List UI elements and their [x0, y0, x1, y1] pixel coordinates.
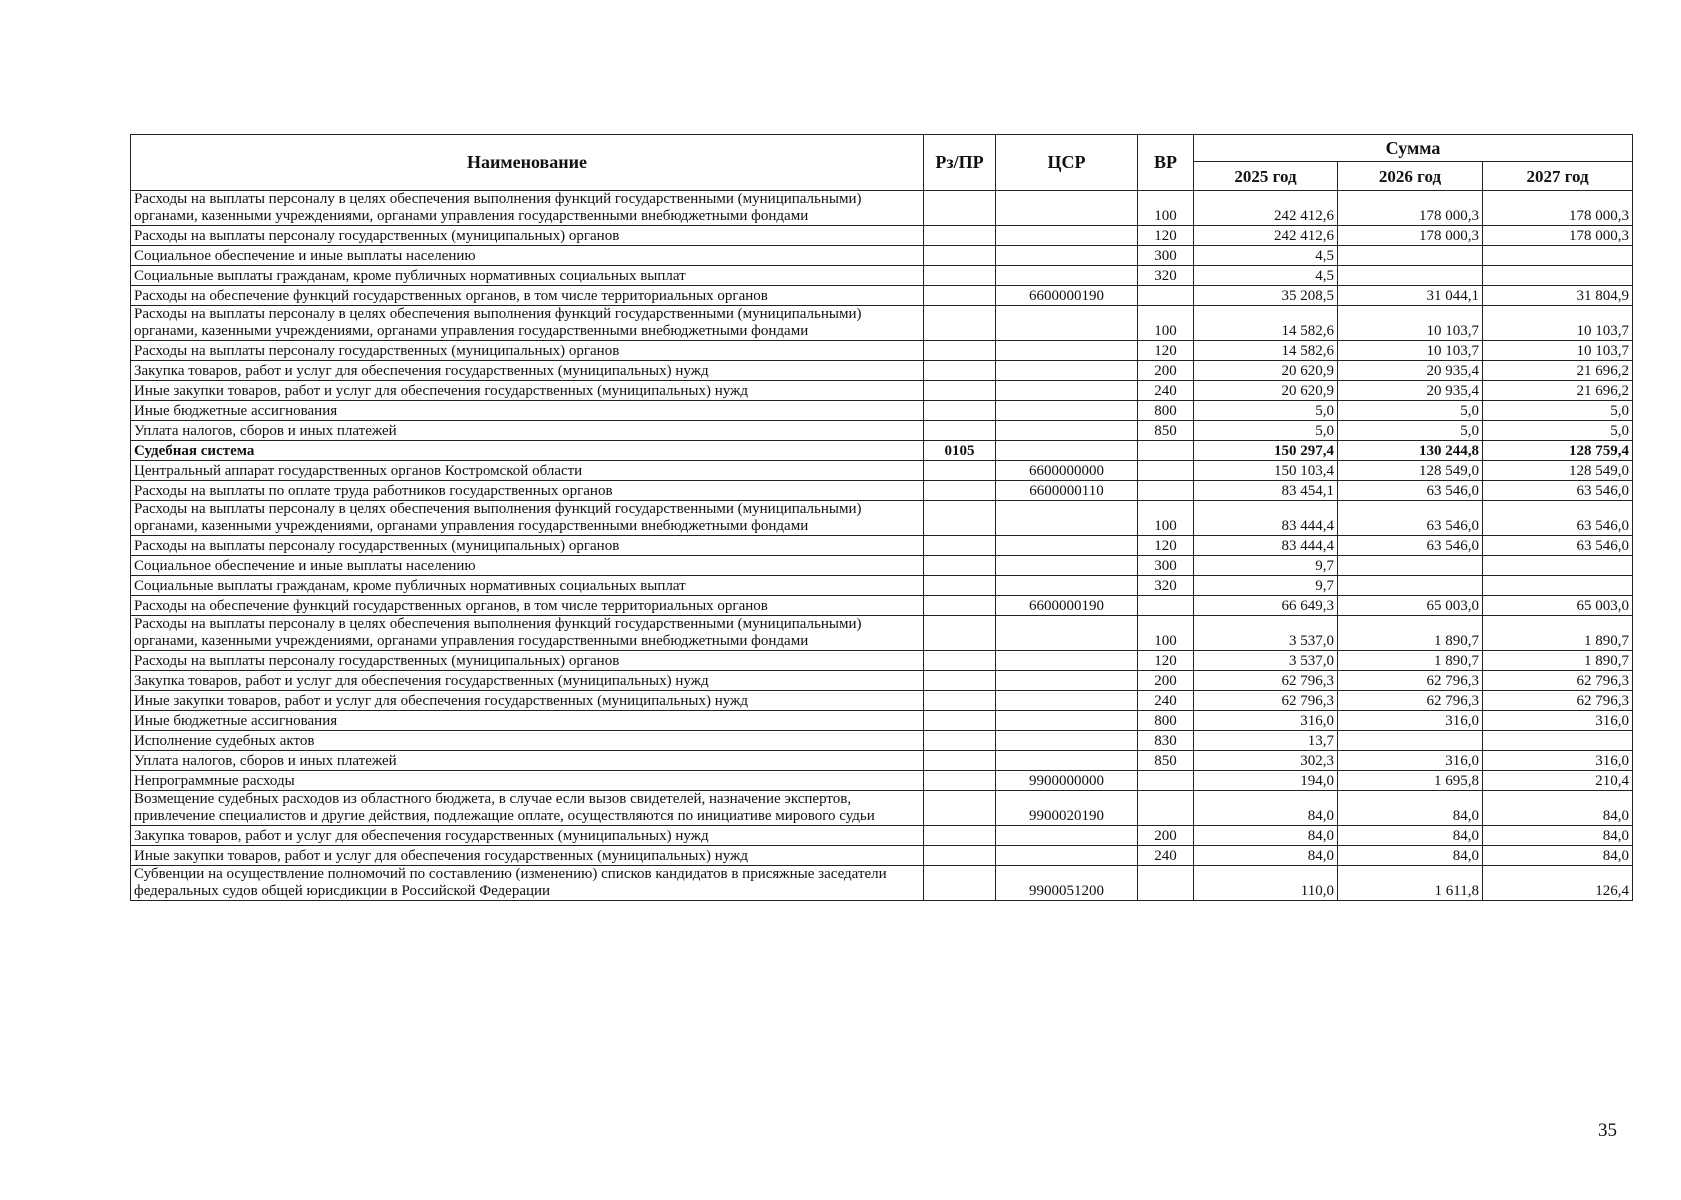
- cell-2025: 5,0: [1194, 421, 1338, 441]
- cell-2025: 150 297,4: [1194, 441, 1338, 461]
- cell-csr: [996, 401, 1138, 421]
- cell-2027: 65 003,0: [1483, 596, 1633, 616]
- cell-2027: 63 546,0: [1483, 501, 1633, 536]
- cell-name: Расходы на обеспечение функций государственных органов, в том числе территориальных органов: [131, 596, 924, 616]
- cell-csr: [996, 501, 1138, 536]
- table-row: [131, 731, 1633, 751]
- cell-vr: 200: [1138, 361, 1194, 381]
- cell-2026: 84,0: [1338, 846, 1483, 866]
- cell-2027: [1483, 576, 1633, 596]
- cell-csr: [996, 306, 1138, 341]
- cell-csr: [996, 731, 1138, 751]
- cell-2025: 4,5: [1194, 246, 1338, 266]
- cell-csr: 6600000190: [996, 286, 1138, 306]
- cell-2026: 316,0: [1338, 711, 1483, 731]
- cell-2026: 5,0: [1338, 401, 1483, 421]
- cell-rzpr: [924, 791, 996, 826]
- cell-2027: 62 796,3: [1483, 691, 1633, 711]
- cell-rzpr: [924, 671, 996, 691]
- cell-2027: 84,0: [1483, 846, 1633, 866]
- cell-2025: 35 208,5: [1194, 286, 1338, 306]
- cell-csr: [996, 381, 1138, 401]
- cell-csr: [996, 246, 1138, 266]
- cell-name: Расходы на выплаты персоналу государственных (муниципальных) органов: [131, 651, 924, 671]
- cell-2025: 3 537,0: [1194, 616, 1338, 651]
- cell-rzpr: [924, 616, 996, 651]
- cell-csr: 9900000000: [996, 771, 1138, 791]
- cell-2027: 21 696,2: [1483, 361, 1633, 381]
- cell-vr: 850: [1138, 751, 1194, 771]
- cell-2025: 13,7: [1194, 731, 1338, 751]
- cell-2027: [1483, 731, 1633, 751]
- cell-2026: 10 103,7: [1338, 306, 1483, 341]
- cell-name: Судебная система: [131, 441, 924, 461]
- cell-2026: 1 890,7: [1338, 616, 1483, 651]
- cell-csr: 6600000110: [996, 481, 1138, 501]
- cell-2026: 62 796,3: [1338, 671, 1483, 691]
- cell-vr: 240: [1138, 846, 1194, 866]
- cell-rzpr: [924, 651, 996, 671]
- cell-vr: 100: [1138, 191, 1194, 226]
- cell-vr: 850: [1138, 421, 1194, 441]
- table-header: [131, 135, 1633, 191]
- cell-csr: [996, 361, 1138, 381]
- cell-csr: [996, 576, 1138, 596]
- cell-name: Закупка товаров, работ и услуг для обеспечения государственных (муниципальных) нужд: [131, 361, 924, 381]
- cell-csr: [996, 191, 1138, 226]
- cell-csr: [996, 691, 1138, 711]
- cell-vr: 120: [1138, 226, 1194, 246]
- cell-vr: 100: [1138, 616, 1194, 651]
- cell-csr: [996, 536, 1138, 556]
- cell-rzpr: 0105: [924, 441, 996, 461]
- table-row: [131, 826, 1633, 846]
- cell-2025: 242 412,6: [1194, 191, 1338, 226]
- cell-rzpr: [924, 576, 996, 596]
- cell-2027: 316,0: [1483, 711, 1633, 731]
- cell-2026: [1338, 556, 1483, 576]
- cell-2027: 5,0: [1483, 401, 1633, 421]
- cell-csr: [996, 266, 1138, 286]
- cell-2025: 62 796,3: [1194, 691, 1338, 711]
- cell-2025: 84,0: [1194, 826, 1338, 846]
- cell-2025: 14 582,6: [1194, 341, 1338, 361]
- cell-rzpr: [924, 421, 996, 441]
- cell-2025: 4,5: [1194, 266, 1338, 286]
- cell-rzpr: [924, 771, 996, 791]
- cell-2027: 1 890,7: [1483, 616, 1633, 651]
- cell-csr: [996, 751, 1138, 771]
- cell-vr: [1138, 596, 1194, 616]
- cell-name: Иные бюджетные ассигнования: [131, 711, 924, 731]
- cell-name: Непрограммные расходы: [131, 771, 924, 791]
- header-year-2025: 2025 год: [1194, 162, 1338, 191]
- table-row: [131, 536, 1633, 556]
- cell-2026: [1338, 576, 1483, 596]
- cell-name: Иные закупки товаров, работ и услуг для обеспечения государственных (муниципальных) нужд: [131, 381, 924, 401]
- cell-rzpr: [924, 826, 996, 846]
- table-row: [131, 556, 1633, 576]
- header-rzpr: Рз/ПР: [924, 135, 996, 191]
- header-csr: ЦСР: [996, 135, 1138, 191]
- cell-rzpr: [924, 866, 996, 901]
- table-row: [131, 866, 1633, 901]
- cell-rzpr: [924, 286, 996, 306]
- table-row: [131, 461, 1633, 481]
- table-row: [131, 481, 1633, 501]
- table-row: [131, 576, 1633, 596]
- cell-2026: 20 935,4: [1338, 381, 1483, 401]
- cell-csr: [996, 421, 1138, 441]
- cell-vr: [1138, 461, 1194, 481]
- cell-2026: 178 000,3: [1338, 191, 1483, 226]
- cell-2027: 63 546,0: [1483, 481, 1633, 501]
- cell-2026: 1 611,8: [1338, 866, 1483, 901]
- table-row: [131, 341, 1633, 361]
- cell-2025: 20 620,9: [1194, 381, 1338, 401]
- cell-2025: 242 412,6: [1194, 226, 1338, 246]
- table-body: [131, 191, 1633, 901]
- cell-2026: 10 103,7: [1338, 341, 1483, 361]
- cell-2026: 316,0: [1338, 751, 1483, 771]
- cell-vr: 120: [1138, 651, 1194, 671]
- table-row: [131, 401, 1633, 421]
- cell-2026: 1 695,8: [1338, 771, 1483, 791]
- cell-rzpr: [924, 306, 996, 341]
- cell-rzpr: [924, 266, 996, 286]
- cell-vr: 200: [1138, 671, 1194, 691]
- table-row: [131, 651, 1633, 671]
- table-row: [131, 381, 1633, 401]
- table-row: [131, 791, 1633, 826]
- cell-2026: 84,0: [1338, 791, 1483, 826]
- table-row: [131, 771, 1633, 791]
- cell-rzpr: [924, 481, 996, 501]
- cell-2027: 10 103,7: [1483, 341, 1633, 361]
- cell-csr: [996, 616, 1138, 651]
- cell-vr: 240: [1138, 691, 1194, 711]
- cell-rzpr: [924, 556, 996, 576]
- cell-csr: [996, 651, 1138, 671]
- cell-2026: 62 796,3: [1338, 691, 1483, 711]
- cell-2027: 178 000,3: [1483, 191, 1633, 226]
- cell-2025: 66 649,3: [1194, 596, 1338, 616]
- cell-vr: 830: [1138, 731, 1194, 751]
- cell-2027: 316,0: [1483, 751, 1633, 771]
- cell-vr: 300: [1138, 556, 1194, 576]
- table-row: [131, 846, 1633, 866]
- cell-csr: 6600000000: [996, 461, 1138, 481]
- cell-2027: 128 759,4: [1483, 441, 1633, 461]
- cell-name: Расходы на выплаты персоналу в целях обеспечения выполнения функций государственными (муниципальными) органами, казенными учреждениями, органами управления государственными внебюджетными фондами: [131, 501, 924, 536]
- cell-rzpr: [924, 461, 996, 481]
- table-row: [131, 501, 1633, 536]
- cell-name: Закупка товаров, работ и услуг для обеспечения государственных (муниципальных) нужд: [131, 671, 924, 691]
- budget-table: [130, 134, 1633, 901]
- header-vr: ВР: [1138, 135, 1194, 191]
- cell-rzpr: [924, 691, 996, 711]
- cell-rzpr: [924, 246, 996, 266]
- cell-2026: 65 003,0: [1338, 596, 1483, 616]
- cell-name: Расходы на выплаты персоналу государственных (муниципальных) органов: [131, 536, 924, 556]
- cell-2026: 63 546,0: [1338, 501, 1483, 536]
- header-year-2026: 2026 год: [1338, 162, 1483, 191]
- cell-vr: [1138, 441, 1194, 461]
- cell-name: Уплата налогов, сборов и иных платежей: [131, 421, 924, 441]
- header-year-2027: 2027 год: [1483, 162, 1633, 191]
- cell-vr: 100: [1138, 306, 1194, 341]
- cell-rzpr: [924, 846, 996, 866]
- cell-2026: 31 044,1: [1338, 286, 1483, 306]
- cell-rzpr: [924, 226, 996, 246]
- table-row: [131, 421, 1633, 441]
- cell-2027: 31 804,9: [1483, 286, 1633, 306]
- cell-name: Расходы на обеспечение функций государственных органов, в том числе территориальных органов: [131, 286, 924, 306]
- cell-2026: 178 000,3: [1338, 226, 1483, 246]
- cell-2025: 316,0: [1194, 711, 1338, 731]
- cell-vr: [1138, 286, 1194, 306]
- cell-2025: 84,0: [1194, 846, 1338, 866]
- cell-name: Расходы на выплаты персоналу в целях обеспечения выполнения функций государственными (муниципальными) органами, казенными учреждениями, органами управления государственными внебюджетными фондами: [131, 306, 924, 341]
- cell-name: Возмещение судебных расходов из областного бюджета, в случае если вызов свидетелей, назначение экспертов, привлечение специалистов и другие действия, подлежащие оплате, осуществляются по инициативе мирового судьи: [131, 791, 924, 826]
- cell-2027: 1 890,7: [1483, 651, 1633, 671]
- table-row: [131, 226, 1633, 246]
- cell-name: Расходы на выплаты персоналу государственных (муниципальных) органов: [131, 226, 924, 246]
- cell-2026: 128 549,0: [1338, 461, 1483, 481]
- cell-2025: 302,3: [1194, 751, 1338, 771]
- cell-2025: 194,0: [1194, 771, 1338, 791]
- cell-rzpr: [924, 361, 996, 381]
- cell-2025: 83 444,4: [1194, 536, 1338, 556]
- cell-2027: 10 103,7: [1483, 306, 1633, 341]
- table-row: [131, 671, 1633, 691]
- cell-2026: 5,0: [1338, 421, 1483, 441]
- cell-name: Расходы на выплаты персоналу в целях обеспечения выполнения функций государственными (муниципальными) органами, казенными учреждениями, органами управления государственными внебюджетными фондами: [131, 616, 924, 651]
- page-number: 35: [1598, 1120, 1617, 1141]
- cell-2026: 130 244,8: [1338, 441, 1483, 461]
- cell-name: Закупка товаров, работ и услуг для обеспечения государственных (муниципальных) нужд: [131, 826, 924, 846]
- cell-2027: 84,0: [1483, 791, 1633, 826]
- cell-2026: 63 546,0: [1338, 536, 1483, 556]
- cell-name: Расходы на выплаты персоналу государственных (муниципальных) органов: [131, 341, 924, 361]
- cell-2026: 84,0: [1338, 826, 1483, 846]
- cell-vr: 800: [1138, 401, 1194, 421]
- cell-2027: 5,0: [1483, 421, 1633, 441]
- cell-csr: [996, 711, 1138, 731]
- header-sum: Сумма: [1194, 135, 1633, 162]
- table-row: [131, 691, 1633, 711]
- cell-vr: 200: [1138, 826, 1194, 846]
- cell-rzpr: [924, 341, 996, 361]
- cell-name: Социальные выплаты гражданам, кроме публичных нормативных социальных выплат: [131, 576, 924, 596]
- cell-csr: [996, 846, 1138, 866]
- cell-2025: 84,0: [1194, 791, 1338, 826]
- cell-2026: 1 890,7: [1338, 651, 1483, 671]
- cell-vr: 240: [1138, 381, 1194, 401]
- cell-vr: [1138, 771, 1194, 791]
- cell-2026: 63 546,0: [1338, 481, 1483, 501]
- cell-name: Расходы на выплаты по оплате труда работников государственных органов: [131, 481, 924, 501]
- cell-2027: [1483, 266, 1633, 286]
- cell-vr: 120: [1138, 341, 1194, 361]
- cell-csr: [996, 556, 1138, 576]
- cell-2027: [1483, 556, 1633, 576]
- table-row: [131, 306, 1633, 341]
- header-name: Наименование: [131, 135, 924, 191]
- table-row: [131, 191, 1633, 226]
- table-row: [131, 596, 1633, 616]
- cell-2027: 21 696,2: [1483, 381, 1633, 401]
- cell-vr: 800: [1138, 711, 1194, 731]
- cell-2025: 9,7: [1194, 576, 1338, 596]
- cell-2027: 63 546,0: [1483, 536, 1633, 556]
- cell-2025: 9,7: [1194, 556, 1338, 576]
- cell-2026: [1338, 246, 1483, 266]
- cell-name: Субвенции на осуществление полномочий по составлению (изменению) списков кандидатов в присяжные заседатели федеральных судов общей юрисдикции в Российской Федерации: [131, 866, 924, 901]
- cell-2027: 178 000,3: [1483, 226, 1633, 246]
- cell-2027: 84,0: [1483, 826, 1633, 846]
- cell-csr: [996, 226, 1138, 246]
- cell-2027: 210,4: [1483, 771, 1633, 791]
- cell-name: Исполнение судебных актов: [131, 731, 924, 751]
- table-row: [131, 246, 1633, 266]
- table-row: [131, 751, 1633, 771]
- cell-rzpr: [924, 731, 996, 751]
- cell-vr: 120: [1138, 536, 1194, 556]
- table-row: [131, 441, 1633, 461]
- cell-rzpr: [924, 381, 996, 401]
- cell-vr: 320: [1138, 266, 1194, 286]
- cell-rzpr: [924, 401, 996, 421]
- cell-name: Социальные выплаты гражданам, кроме публичных нормативных социальных выплат: [131, 266, 924, 286]
- cell-vr: [1138, 866, 1194, 901]
- cell-csr: 9900020190: [996, 791, 1138, 826]
- cell-name: Иные закупки товаров, работ и услуг для обеспечения государственных (муниципальных) нужд: [131, 846, 924, 866]
- cell-csr: [996, 441, 1138, 461]
- cell-csr: [996, 341, 1138, 361]
- cell-vr: [1138, 481, 1194, 501]
- cell-2025: 14 582,6: [1194, 306, 1338, 341]
- table-row: [131, 266, 1633, 286]
- table-row: [131, 361, 1633, 381]
- cell-csr: [996, 826, 1138, 846]
- cell-2025: 83 444,4: [1194, 501, 1338, 536]
- cell-rzpr: [924, 191, 996, 226]
- cell-2025: 5,0: [1194, 401, 1338, 421]
- cell-vr: [1138, 791, 1194, 826]
- cell-2027: 128 549,0: [1483, 461, 1633, 481]
- cell-name: Иные бюджетные ассигнования: [131, 401, 924, 421]
- cell-vr: 100: [1138, 501, 1194, 536]
- cell-rzpr: [924, 501, 996, 536]
- cell-csr: 6600000190: [996, 596, 1138, 616]
- cell-vr: 300: [1138, 246, 1194, 266]
- cell-name: Уплата налогов, сборов и иных платежей: [131, 751, 924, 771]
- cell-name: Центральный аппарат государственных органов Костромской области: [131, 461, 924, 481]
- cell-2026: [1338, 266, 1483, 286]
- table-row: [131, 616, 1633, 651]
- cell-rzpr: [924, 536, 996, 556]
- cell-name: Расходы на выплаты персоналу в целях обеспечения выполнения функций государственными (муниципальными) органами, казенными учреждениями, органами управления государственными внебюджетными фондами: [131, 191, 924, 226]
- table-row: [131, 286, 1633, 306]
- cell-2025: 20 620,9: [1194, 361, 1338, 381]
- cell-vr: 320: [1138, 576, 1194, 596]
- cell-csr: [996, 671, 1138, 691]
- cell-name: Социальное обеспечение и иные выплаты населению: [131, 556, 924, 576]
- cell-2027: 126,4: [1483, 866, 1633, 901]
- cell-2025: 62 796,3: [1194, 671, 1338, 691]
- cell-2026: 20 935,4: [1338, 361, 1483, 381]
- cell-2025: 110,0: [1194, 866, 1338, 901]
- table-row: [131, 711, 1633, 731]
- cell-2026: [1338, 731, 1483, 751]
- cell-2025: 3 537,0: [1194, 651, 1338, 671]
- cell-name: Социальное обеспечение и иные выплаты населению: [131, 246, 924, 266]
- cell-csr: 9900051200: [996, 866, 1138, 901]
- cell-2027: 62 796,3: [1483, 671, 1633, 691]
- cell-rzpr: [924, 596, 996, 616]
- cell-2027: [1483, 246, 1633, 266]
- cell-rzpr: [924, 751, 996, 771]
- cell-rzpr: [924, 711, 996, 731]
- cell-2025: 150 103,4: [1194, 461, 1338, 481]
- cell-name: Иные закупки товаров, работ и услуг для обеспечения государственных (муниципальных) нужд: [131, 691, 924, 711]
- cell-2025: 83 454,1: [1194, 481, 1338, 501]
